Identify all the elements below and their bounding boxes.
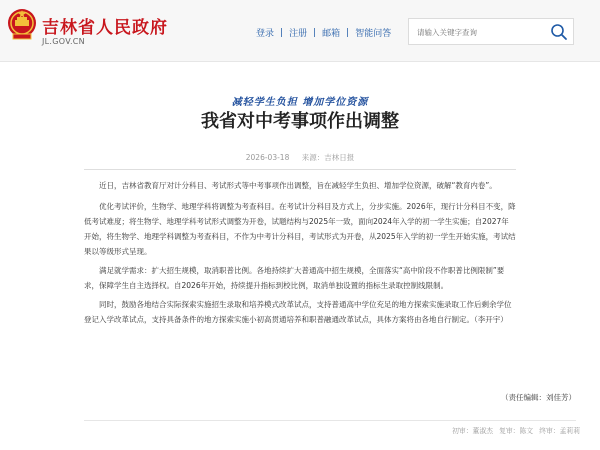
source-name: 吉林日报 <box>324 153 355 162</box>
national-emblem-icon[interactable] <box>7 7 37 41</box>
search-box <box>408 18 574 45</box>
nav-separator: | <box>313 27 317 38</box>
nav-mailbox[interactable]: 邮箱 <box>322 29 341 39</box>
nav-separator: | <box>346 27 350 38</box>
article-date: 2026-03-18 <box>245 153 290 162</box>
article-source <box>302 153 355 162</box>
nav-login[interactable]: 登录 <box>256 29 275 39</box>
divider <box>84 169 516 170</box>
article-paragraph: 优化考试评价，生物学、地理学科将调整为考查科目。在考试计分科目及方式上，分步实施。2026年，现行计分科目不变，降低考试难度；将生物学、地理学科考试形式调整为开卷，试题结构与2025年一致，面向2024年入学的初一学生实施；自2027年开始，将生物学、地理学科调整为考查科目，不作为中考计分科目，考试形式为开卷，从2025年入学的初一学生开始实施，考试结果以等级形式呈现。 <box>84 202 516 256</box>
divider <box>84 420 576 421</box>
site-name[interactable]: 吉林省人民政府 <box>42 18 168 38</box>
responsible-editor: （责任编辑：刘佳芳） <box>501 393 576 402</box>
article-meta <box>0 152 600 163</box>
credit-second-review: 复审：陈文 <box>499 427 534 435</box>
article-body <box>84 178 516 331</box>
nav-separator: | <box>280 27 284 38</box>
review-credits <box>0 425 580 435</box>
nav-register[interactable]: 注册 <box>289 29 308 39</box>
search-icon[interactable] <box>549 22 569 42</box>
site-header <box>0 0 600 62</box>
site-domain: JL.GOV.CN <box>42 37 85 46</box>
article-paragraph: 近日，吉林省教育厅对计分科目、考试形式等中考事项作出调整，旨在减轻学生负担、增加学位资源，破解“教育内卷”。 <box>99 181 497 190</box>
article-subtitle: 减轻学生负担 增加学位资源 <box>231 97 369 108</box>
article-paragraph: 同时，鼓励各地结合实际探索实施招生录取和培养模式改革试点，支持普通高中学位充足的地方探索实施录取工作后剩余学位登记入学改革试点，支持具备条件的地方探索实施小初高贯通培养和职普融通改革试点，具体方案将由各地自行制定。（李开宇） <box>84 300 512 324</box>
source-label: 来源： <box>301 153 325 162</box>
search-input[interactable] <box>417 24 542 40</box>
article-paragraph: 满足就学需求：扩大招生规模，取消职普比例。各地持续扩大普通高中招生规模，全面落实“高中阶段不作职普比例限制”要求，保障学生自主选择权。自2026年开始，持续提升指标到校比例，取消单独设置的指标生录取控制线限制。 <box>84 266 505 290</box>
top-nav <box>256 26 391 39</box>
nav-smart-qa[interactable]: 智能问答 <box>355 29 392 39</box>
credit-final-review: 终审：孟莉莉 <box>539 427 580 435</box>
credit-first-review: 初审：董淑杰 <box>452 427 493 435</box>
article-title: 我省对中考事项作出调整 <box>201 111 399 132</box>
